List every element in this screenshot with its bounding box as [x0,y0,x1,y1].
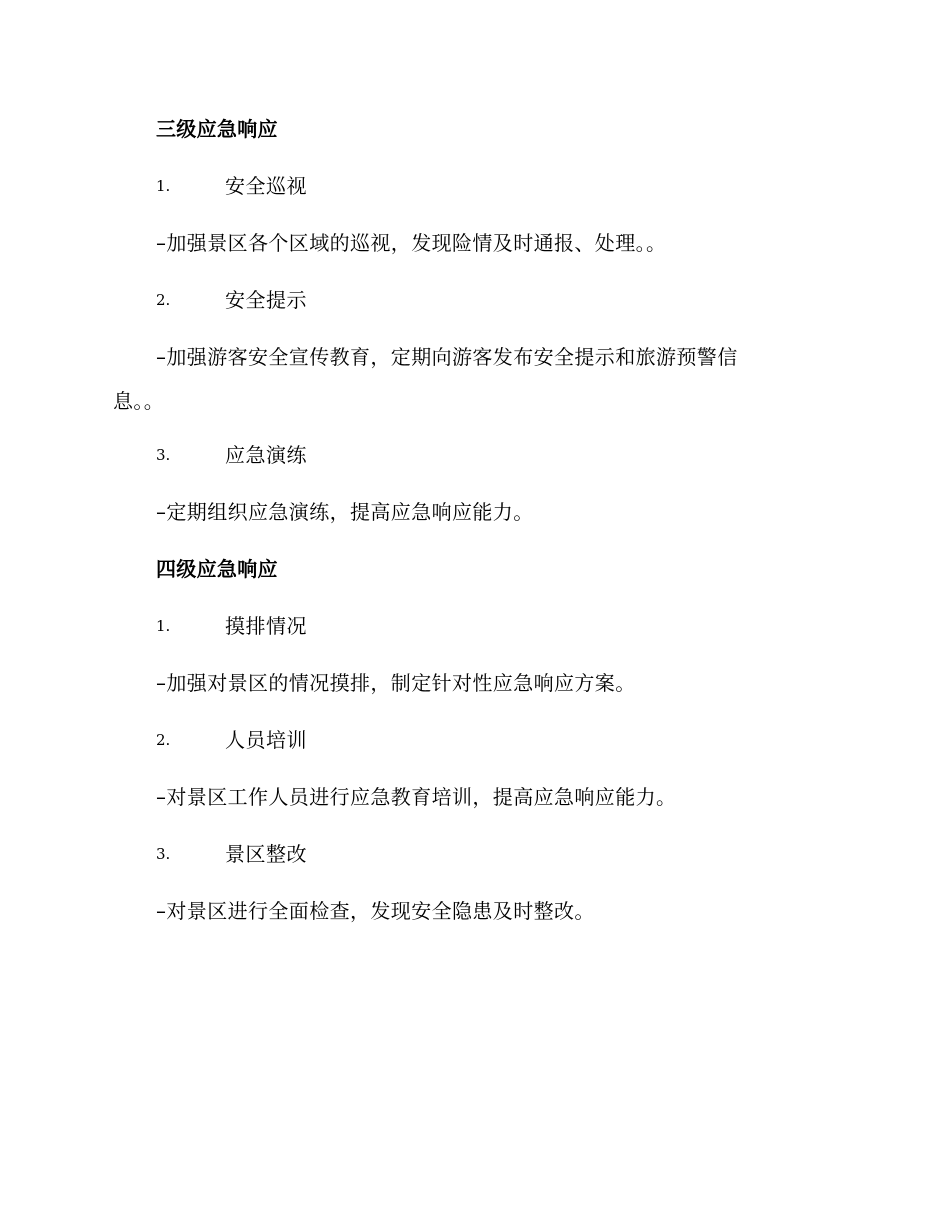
document-body [113,110,783,949]
list-item-description: –对景区工作人员进行应急教育培训，提高应急响应能力。 [156,785,677,809]
list-item-number: 2. [156,731,171,749]
list-item-number: 2. [156,291,171,309]
section-heading-level-3: 三级应急响应 [156,117,278,141]
list-item-title: 景区整改 [225,842,307,866]
list-item-title: 应急演练 [225,443,307,467]
list-item-description: –加强对景区的情况摸排，制定针对性应急响应方案。 [156,671,636,695]
list-item-title: 摸排情况 [225,614,307,638]
list-item-description: –加强游客安全宣传教育，定期向游客发布安全提示和旅游预警信息。。 [113,345,738,413]
list-item-number: 1. [156,177,171,195]
list-item-description: –对景区进行全面检查，发现安全隐患及时整改。 [156,899,595,923]
list-item-title: 安全提示 [225,288,307,312]
list-item-title: 安全巡视 [225,174,307,198]
list-item-number: 3. [156,446,171,464]
list-item-description: –加强景区各个区域的巡视，发现险情及时通报、处理。。 [156,231,667,255]
list-item [113,607,783,645]
list-item-title: 人员培训 [225,728,307,752]
list-item [113,281,783,319]
list-item-description: –定期组织应急演练，提高应急响应能力。 [156,500,534,524]
list-item [113,436,783,474]
section-heading-level-4: 四级应急响应 [156,557,278,581]
list-item-number: 1. [156,617,171,635]
list-item-number: 3. [156,845,171,863]
list-item [113,167,783,205]
list-item [113,835,783,873]
list-item [113,721,783,759]
